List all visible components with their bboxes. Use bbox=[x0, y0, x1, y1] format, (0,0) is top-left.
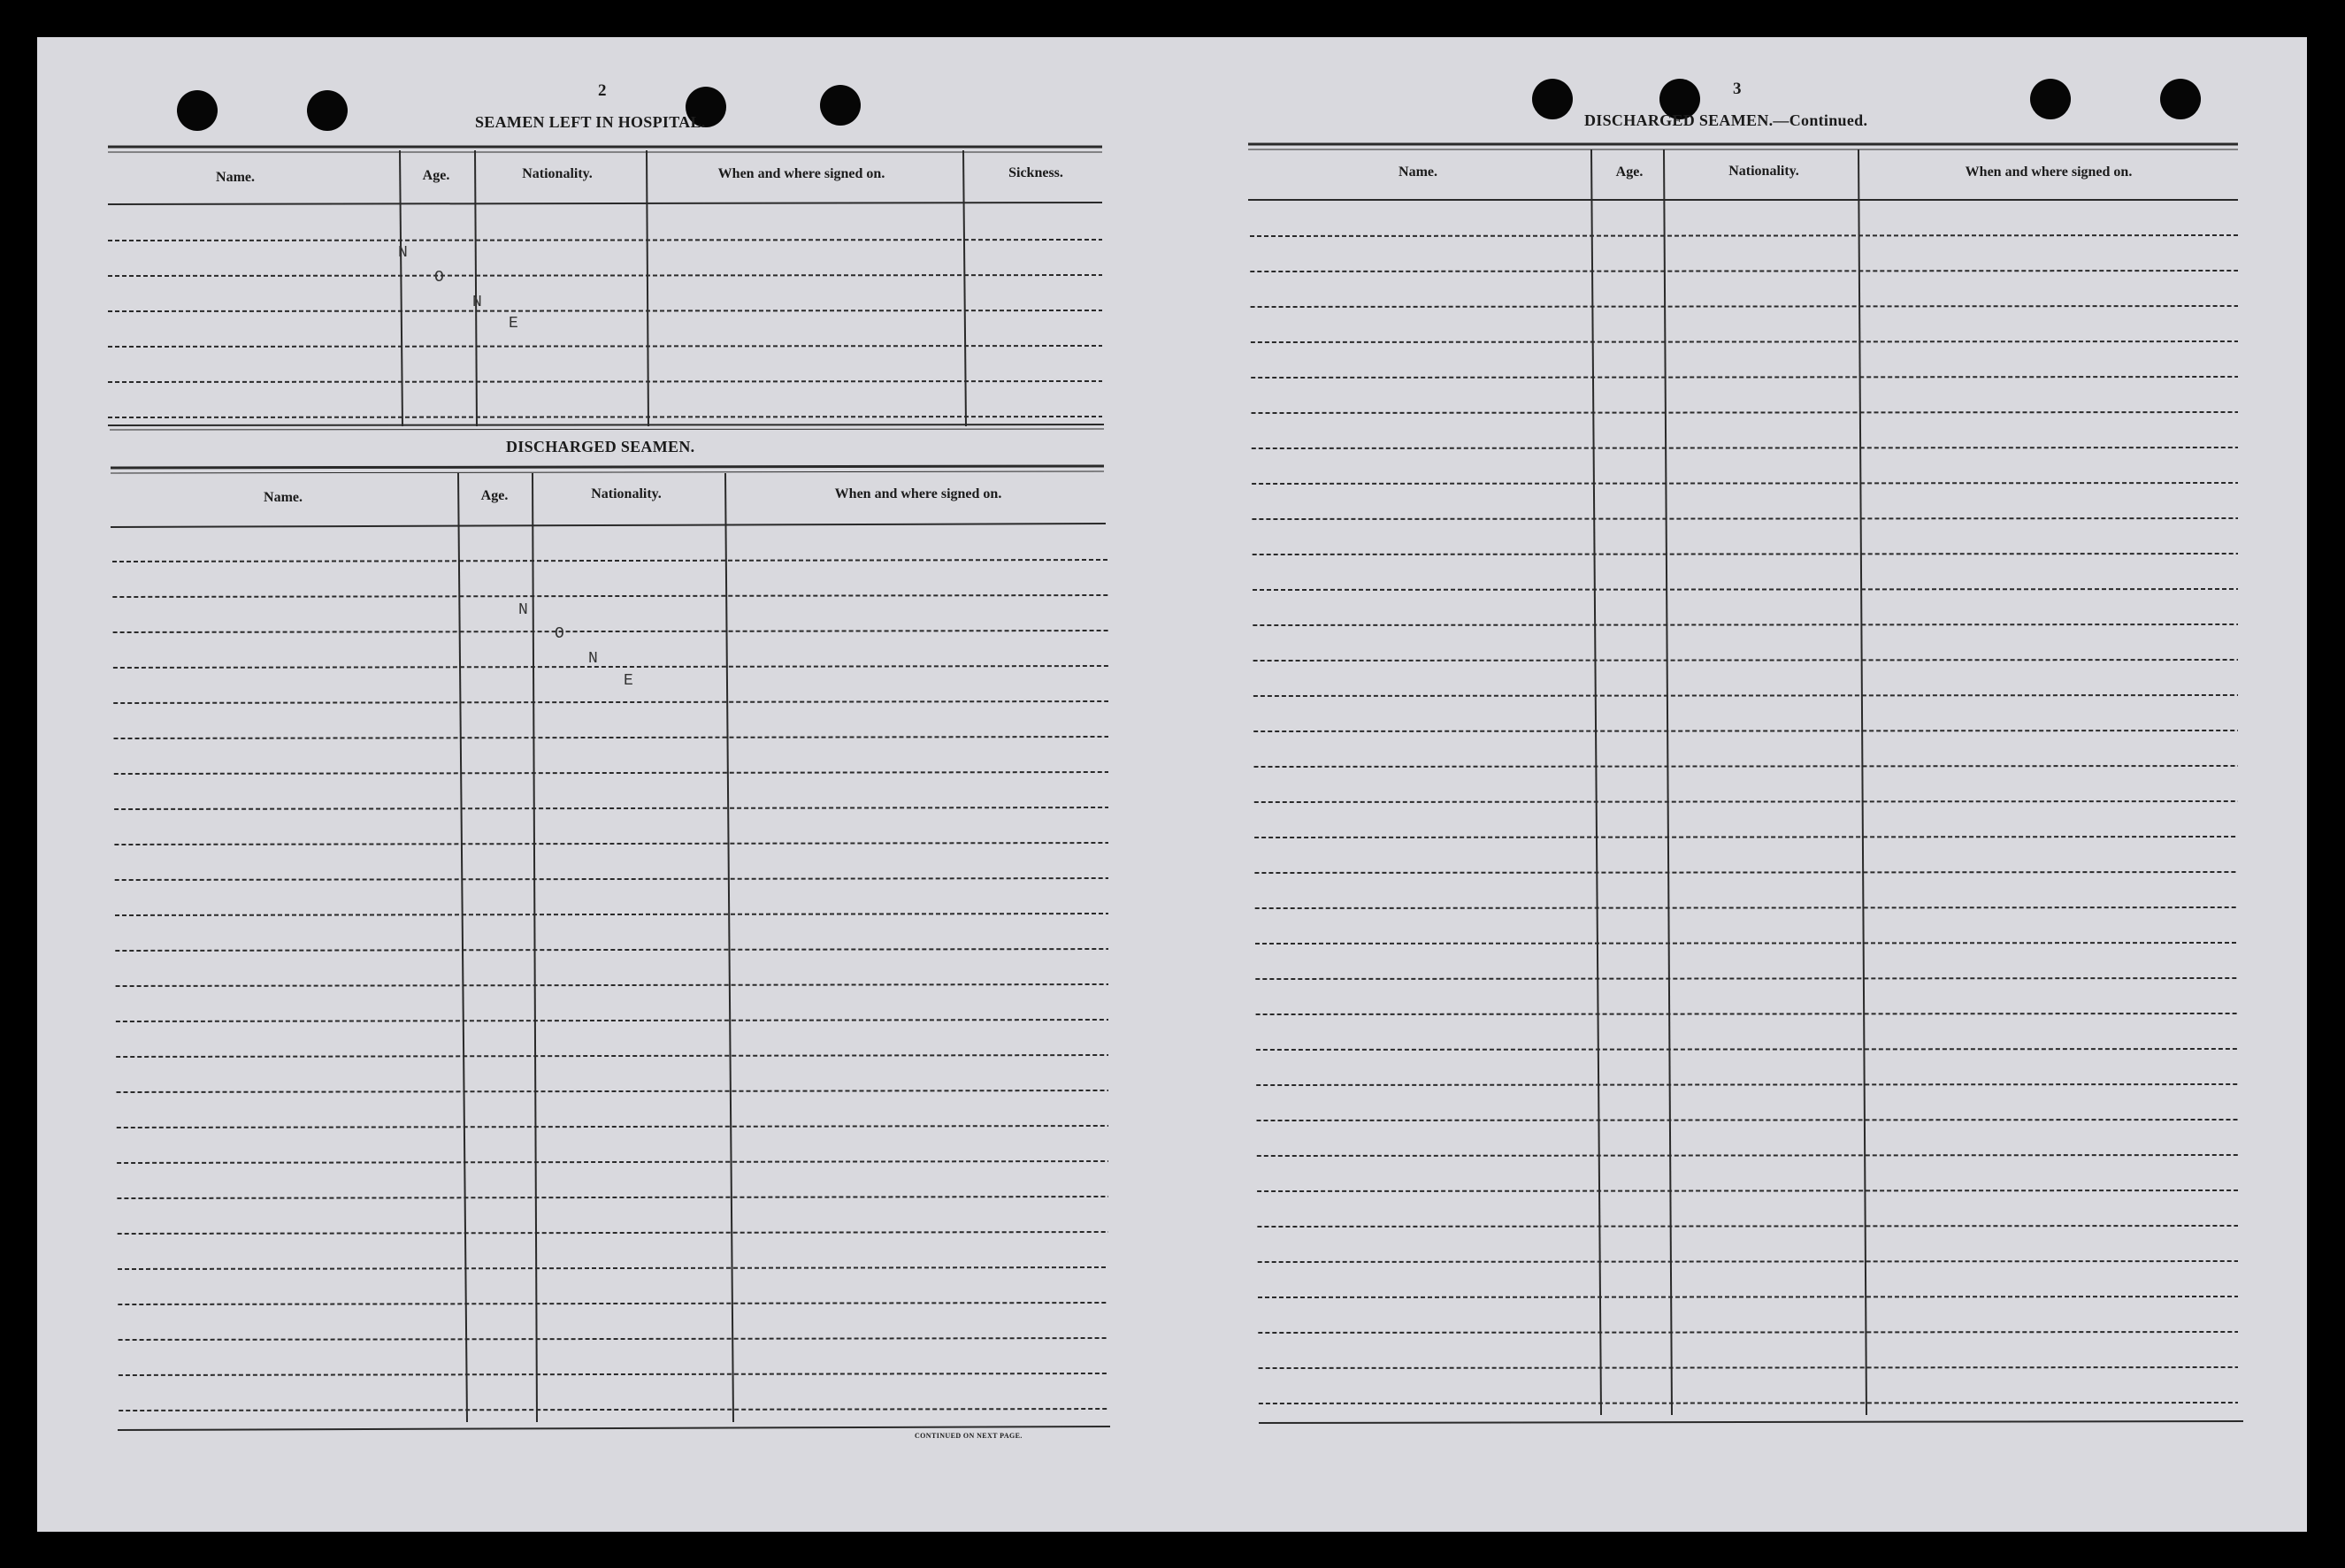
row-rule bbox=[118, 1267, 1108, 1269]
row-rule bbox=[1257, 1190, 2238, 1191]
row-rule bbox=[1258, 1261, 2238, 1262]
column-rule bbox=[1591, 149, 1601, 1415]
hospital-col-name: Name. bbox=[216, 170, 255, 185]
hospital-col-age: Age. bbox=[422, 168, 450, 183]
row-rule bbox=[108, 275, 1102, 276]
row-rule bbox=[1252, 518, 2238, 519]
row-rule bbox=[118, 1232, 1108, 1234]
continued-col-nationality: Nationality. bbox=[1728, 164, 1799, 179]
row-rule bbox=[1257, 1226, 2238, 1227]
discharged-col-when-where: When and where signed on. bbox=[834, 486, 1002, 501]
continued-col-when-where: When and where signed on. bbox=[1965, 164, 2133, 180]
discharged-entry-letter: N bbox=[518, 601, 528, 619]
row-rule bbox=[1252, 483, 2238, 484]
row-rule bbox=[1259, 1367, 2238, 1368]
row-rule bbox=[1257, 1120, 2239, 1121]
hospital-entry-letter: O bbox=[434, 269, 444, 287]
row-rule bbox=[115, 878, 1108, 880]
row-rule bbox=[1254, 766, 2239, 767]
row-rule bbox=[1253, 730, 2238, 731]
row-rule bbox=[1259, 1403, 2238, 1404]
column-rule bbox=[400, 150, 402, 426]
table-bottom-rule bbox=[110, 429, 1104, 430]
row-rule bbox=[114, 843, 1108, 845]
row-rule bbox=[1254, 872, 2238, 873]
row-rule bbox=[1254, 837, 2238, 838]
column-rule bbox=[647, 150, 648, 426]
column-rule bbox=[1858, 149, 1866, 1415]
row-rule bbox=[1250, 235, 2238, 236]
row-rule bbox=[108, 381, 1102, 382]
page-number-right: 3 bbox=[1733, 80, 1742, 98]
row-rule bbox=[114, 807, 1108, 809]
row-rule bbox=[1253, 554, 2238, 555]
continued-footer: CONTINUED ON NEXT PAGE. bbox=[915, 1432, 1023, 1440]
row-rule bbox=[1253, 589, 2238, 590]
discharged-col-name: Name. bbox=[264, 490, 303, 505]
header-rule bbox=[108, 203, 1102, 204]
continued-col-name: Name. bbox=[1399, 164, 1437, 180]
discharged-col-nationality: Nationality. bbox=[591, 486, 662, 501]
row-rule bbox=[115, 914, 1108, 915]
table-top-rule bbox=[111, 466, 1104, 468]
row-rule bbox=[119, 1338, 1108, 1340]
row-rule bbox=[1251, 377, 2238, 378]
column-rule bbox=[1664, 149, 1672, 1415]
continued-col-age: Age. bbox=[1615, 164, 1644, 180]
row-rule bbox=[108, 240, 1102, 241]
column-rule bbox=[963, 150, 966, 426]
discharged-entry-letter: E bbox=[624, 672, 633, 690]
page-number-left: 2 bbox=[598, 81, 607, 100]
row-rule bbox=[1256, 1084, 2238, 1085]
hospital-entry-letter: N bbox=[398, 244, 408, 262]
row-rule bbox=[113, 666, 1108, 668]
row-rule bbox=[1251, 341, 2238, 342]
row-rule bbox=[108, 310, 1102, 311]
row-rule bbox=[117, 1197, 1108, 1198]
header-rule bbox=[111, 524, 1106, 527]
hospital-entry-letter: E bbox=[509, 315, 518, 333]
discharged-section-title: DISCHARGED SEAMEN. bbox=[506, 438, 695, 455]
row-rule bbox=[1255, 943, 2238, 944]
row-rule bbox=[108, 346, 1102, 347]
row-rule bbox=[112, 560, 1108, 562]
row-rule bbox=[1252, 412, 2239, 413]
row-rule bbox=[1258, 1332, 2238, 1333]
hospital-col-nationality: Nationality. bbox=[522, 166, 593, 181]
row-rule bbox=[114, 737, 1109, 738]
column-rule bbox=[725, 473, 733, 1422]
row-rule bbox=[1255, 907, 2238, 908]
row-rule bbox=[113, 631, 1108, 632]
discharged-col-age: Age. bbox=[480, 488, 509, 503]
table-bottom-rule bbox=[1259, 1421, 2243, 1423]
row-rule bbox=[1257, 1155, 2238, 1156]
hospital-entry-letter: N bbox=[472, 294, 482, 311]
discharged-entry-letter: N bbox=[588, 650, 598, 668]
row-rule bbox=[118, 1303, 1108, 1304]
discharged-entry-letter: O bbox=[555, 625, 564, 643]
row-rule bbox=[1253, 624, 2238, 625]
discharged-continued-title: DISCHARGED SEAMEN.—Continued. bbox=[1584, 111, 1868, 129]
column-rule bbox=[533, 473, 537, 1422]
column-rule bbox=[475, 150, 477, 426]
row-rule bbox=[116, 1055, 1108, 1057]
row-rule bbox=[119, 1409, 1108, 1411]
row-rule bbox=[117, 1126, 1108, 1128]
row-rule bbox=[117, 1090, 1109, 1092]
row-rule bbox=[1255, 978, 2238, 979]
hospital-col-when-where: When and where signed on. bbox=[717, 166, 885, 181]
row-rule bbox=[1250, 271, 2238, 272]
hospital-col-sickness: Sickness. bbox=[1008, 165, 1063, 180]
row-rule bbox=[1258, 1296, 2238, 1297]
row-rule bbox=[1254, 801, 2238, 802]
table-bottom-rule bbox=[118, 1426, 1110, 1430]
row-rule bbox=[116, 1020, 1108, 1021]
row-rule bbox=[1253, 695, 2238, 696]
row-rule bbox=[115, 949, 1108, 951]
row-rule bbox=[113, 701, 1108, 703]
row-rule bbox=[1251, 306, 2238, 307]
row-rule bbox=[112, 595, 1108, 597]
row-rule bbox=[1253, 660, 2238, 661]
row-rule bbox=[117, 1161, 1108, 1163]
row-rule bbox=[1256, 1013, 2238, 1014]
row-rule bbox=[114, 772, 1108, 774]
row-rule bbox=[119, 1373, 1108, 1375]
table-top-rule bbox=[111, 471, 1104, 473]
row-rule bbox=[1252, 447, 2238, 448]
row-rule bbox=[1256, 1049, 2238, 1050]
hospital-section-title: SEAMEN LEFT IN HOSPITAL. bbox=[475, 113, 706, 131]
row-rule bbox=[116, 984, 1108, 986]
column-rule bbox=[458, 473, 467, 1422]
